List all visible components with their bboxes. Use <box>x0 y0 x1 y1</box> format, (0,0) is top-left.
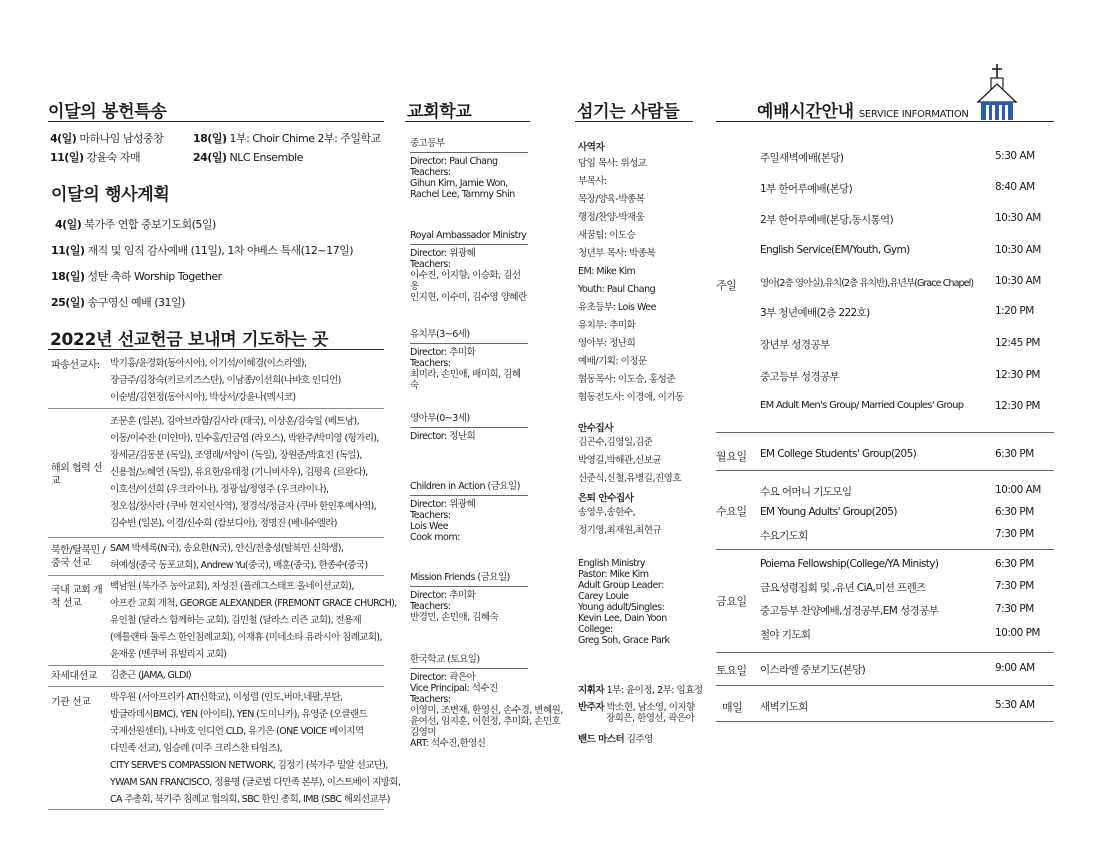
divider <box>48 809 384 810</box>
service-time: 10:30 AM <box>995 244 1041 256</box>
divider <box>716 685 1054 686</box>
mission-list: SAM 박세록(N국), 송요한(N국), 안신/전충성(탈북민 신학생), 허예성(중국 동포교회), Andrew Yu(중국), 배훈(중국), 한종수(중국) <box>110 543 368 571</box>
offering-item: 4(일) 마하나임 남성중창 <box>50 132 164 145</box>
service-name: EM Young Adults' Group(205) <box>760 506 897 518</box>
service-time: 12:30 PM <box>995 400 1040 412</box>
school-section: Royal Ambassador Ministry Director: 위광혜 Teachers: 이수진, 이지향, 이승화, 김선옹 인지현, 이수미, 김수영 양혜란 <box>410 230 527 303</box>
service-name: 장년부 성경공부 <box>760 339 830 351</box>
service-time: 10:30 AM <box>995 212 1041 224</box>
mission-list: 백남원 (북가주 농아교회), 차성진 (플레그스태프 올네이션교회), 아프칸 교회 개척, GEORGE ALEXANDER (FREMONT GRACE CHURCH), 유인철 (달라스 함께하는 교회), 김민철 (달라스 리즌 교회), 전용제 (애틀랜타 둘루스 한인침례교회), 이재휴 (미네소타 유라시아 침례교회), 윤재웅 (벤쿠버 유빌리지 교회) <box>110 581 397 660</box>
event-item: 18(일) 성탄 축하 Worship Together <box>51 270 222 283</box>
divider <box>48 537 384 538</box>
service-time: 10:00 PM <box>995 627 1040 639</box>
divider <box>716 432 1054 433</box>
church-icon <box>975 62 1025 122</box>
service-name: 영아(2층 영아실),유치(2층 유치반),유년부(Grace Chapel) <box>760 278 974 289</box>
mission-label: 해외 협력 선교 <box>51 463 103 487</box>
service-time: 9:00 AM <box>995 662 1035 674</box>
service-name: EM College Students' Group(205) <box>760 448 917 460</box>
service-time: 7:30 PM <box>995 580 1034 592</box>
offering-item: 11(일) 강윤숙 자매 <box>50 151 141 164</box>
divider <box>48 408 384 409</box>
service-name: 중고등부 찬양예배,성경공부,EM 성경공부 <box>760 605 939 617</box>
divider <box>48 121 384 122</box>
mission-label: 기관 선교 <box>51 697 91 708</box>
service-name: 3부 청년예배(2층 222호) <box>760 307 870 319</box>
service-name: 금요성령집회 및 ,유년 CiA,미션 프렌즈 <box>760 582 926 594</box>
offerings-title: 이달의 봉헌특송 <box>48 102 167 122</box>
conductor: 지휘자 1부: 윤이정, 2부: 임효정 <box>578 685 703 696</box>
service-name: 수요 어머니 기도모임 <box>760 486 852 498</box>
divider <box>48 686 384 687</box>
day-label: 매일 <box>722 701 743 714</box>
mission-label: 북한/탈북민 /중국 선교 <box>51 545 106 569</box>
mission-list: 조문훈 (일본), 김아브라함/김사라 (태국), 이상훈/김숙일 (베트남), 이동/이수잔 (미얀마), 민수홍/민금엽 (라오스), 박완주/박미영 (헝가리), 장세균/김동분 (독일), 조영래/서양이 (독일), 장원준/박효진 (독일), 신용철/노혜연 (독일), 유요한/유태정 (기니비사우), 김평육 (르완다), 이호선/이선희 (우크라이나), 정광섭/정영주 (우크라이나), 정오섭/장사라 (쿠바 현지인사역), 정경석/정금자 (쿠바 한인후예사역), 김수빈 (일본), 이경/신수희 (캄보디아), 정명진 (베네수엘라) <box>110 416 379 529</box>
mission-list: 박기홍/윤경화(동아시아), 이기석/이혜경(이스라엘), 장금주/김창숙(키르키즈스탄), 이남종/이선희(나바호 인디언) 이순범/김현정(동아시아), 박상서/강윤나(멕시코) <box>110 358 341 403</box>
service-time: 8:40 AM <box>995 181 1035 193</box>
service-name: 철야 기도회 <box>760 629 811 641</box>
divider <box>716 652 1054 653</box>
service-time: 7:30 PM <box>995 603 1034 615</box>
day-label: 금요일 <box>716 595 747 608</box>
divider <box>48 665 384 666</box>
service-time: 5:30 AM <box>995 150 1035 162</box>
events-title: 이달의 행사계획 <box>51 185 170 205</box>
day-label: 토요일 <box>716 664 747 677</box>
service-time: 6:30 PM <box>995 558 1034 570</box>
service-name: 주일새벽예배(본당) <box>760 152 844 164</box>
staff-list: 사역자 담임 목사: 위성교 부목사: 목장/양육-박종복 행정/찬양-박재웅 새꿈팀: 이도승 청년부 목사: 박종복 EM: Mike Kim Youth: Paul Chang 유초등부: Lois Wee 유치부: 추미화 영아부: 정난희 예배/기획: 이정문 협동목사: 이도승, 홍성준 협동전도사: 이경애, 이기동 <box>578 142 684 403</box>
divider <box>575 121 693 122</box>
worship-title: 예배시간안내 SERVICE INFORMATION <box>757 102 969 122</box>
service-name: 수요기도회 <box>760 530 808 542</box>
service-name: Poiema Fellowship(College/YA Ministy) <box>760 558 939 570</box>
divider <box>48 349 384 350</box>
event-item: 4(일) 북가주 연합 중보기도회(5일) <box>55 218 216 231</box>
school-section: 중고등부 Director: Paul Chang Teachers: Gihun Kim, Jamie Won, Rachel Lee, Tammy Shin <box>410 138 528 200</box>
deacon-list: 안수집사 김곤수,김영일,김준 박영길,박해관,신보균 신준식,신철,유병길,진영호 은퇴 안수집사 송영우,송한수, 정기영,최재원,최현규 <box>578 423 682 536</box>
service-name: EM Adult Men's Group/ Married Couples' Group <box>760 400 964 411</box>
school-section: Children in Action (금요일) Director: 위광혜 Teachers: Lois Wee Cook mom: <box>410 481 528 543</box>
service-time: 6:30 PM <box>995 448 1034 460</box>
service-time: 7:30 PM <box>995 528 1034 540</box>
service-time: 12:45 PM <box>995 337 1040 349</box>
service-name: 중고등부 성경공부 <box>760 371 840 383</box>
service-time: 5:30 AM <box>995 699 1035 711</box>
missions-title: 2022년 선교헌금 보내며 기도하는 곳 <box>50 330 329 350</box>
servants-title: 섬기는 사람들 <box>577 102 680 122</box>
school-section: 유치부(3~6세) Director: 추미화 Teachers: 최미라, 손민애, 배미희, 김혜숙 <box>410 329 528 391</box>
divider <box>716 721 1054 722</box>
offering-item: 18(일) 1부: Choir Chime 2부: 주일학교 <box>193 132 381 145</box>
school-section: 한국학교 (토요일) Director: 곽은아 Vice Principal: 석수진 Teachers: 이영미, 조변재, 한영신, 손수경, 변혜원, 윤여선, 임지훈, 이현정, 추미화, 손민호 김영미 ART: 석수진,한영신 <box>410 654 563 749</box>
service-name: 1부 한어루예배(본당) <box>760 183 853 195</box>
school-title: 교회학교 <box>407 102 472 122</box>
service-time: 6:30 PM <box>995 506 1034 518</box>
mission-list: 김춘근 (JAMA, GLDI) <box>110 670 192 681</box>
divider <box>716 121 1054 122</box>
day-label: 월요일 <box>716 450 747 463</box>
mission-list: 박우원 (서아프리카 ATI신학교), 이성렬 (인도,버마,네팔,부탄, 방글라데시BMC), YEN (아이티), YEN (도미니카), 유영준 (오클랜드 국제선원센터), 나바호 인디언 CLD, 유기은 (ONE VOICE 베이지역 다민족 선교), 임승례 (미주 크리스찬 타임즈), CITY SERVE'S COMPASSION NETWORK, 김정기 (북가주 밀알 선교단), YWAM SAN FRANCISCO, 정용명 (글로벌 다민족 본부), 이스트베이 지방회, CA 주총회, 북가주 침례교 협의회, SBC 한인 총회, IMB (SBC 해외선교부) <box>110 692 401 805</box>
day-label: 수요일 <box>716 505 747 518</box>
accompanist: 반주자 박소현, 남소영, 이지향 장희은, 한영선, 곽은아 <box>578 702 695 724</box>
offering-item: 24(일) NLC Ensemble <box>193 151 303 164</box>
event-item: 11(일) 재직 및 임직 감사예배 (11일), 1차 야베스 특새(12~17일) <box>51 244 353 257</box>
mission-label: 차세대선교 <box>51 671 97 682</box>
service-time: 10:00 AM <box>995 484 1041 496</box>
divider <box>48 575 384 576</box>
school-section: Mission Friends (금요일) Director: 추미화 Teachers: 반경민, 손민애, 김혜숙 <box>410 572 528 623</box>
event-item: 25(일) 송구영신 예배 (31일) <box>51 296 185 309</box>
day-label: 주일 <box>716 279 737 292</box>
divider <box>716 470 1054 471</box>
divider <box>716 549 1054 550</box>
service-name: English Service(EM/Youth, Gym) <box>760 244 910 256</box>
service-time: 10:30 AM <box>995 275 1041 287</box>
english-ministry: English Ministry Pastor: Mike Kim Adult Group Leader: Carey Louie Young adult/Singles: Kevin Lee, Dain Yoon College: Greg Soh, Grace Park <box>578 558 670 646</box>
service-name: 2부 한어루예배(본당,동시통역) <box>760 214 894 226</box>
school-section: 영아부(0~3세) Director: 정난희 <box>410 413 528 442</box>
mission-label: 파송선교사: <box>51 360 100 371</box>
mission-label: 국내 교회 개척 선교 <box>51 585 103 609</box>
service-name: 이스라엘 중보기도(본당) <box>760 664 866 676</box>
divider <box>405 121 530 122</box>
service-time: 1:20 PM <box>995 305 1034 317</box>
band-master: 밴드 마스터 김주영 <box>578 734 653 745</box>
service-name: 새벽기도회 <box>760 701 808 713</box>
service-time: 12:30 PM <box>995 369 1040 381</box>
